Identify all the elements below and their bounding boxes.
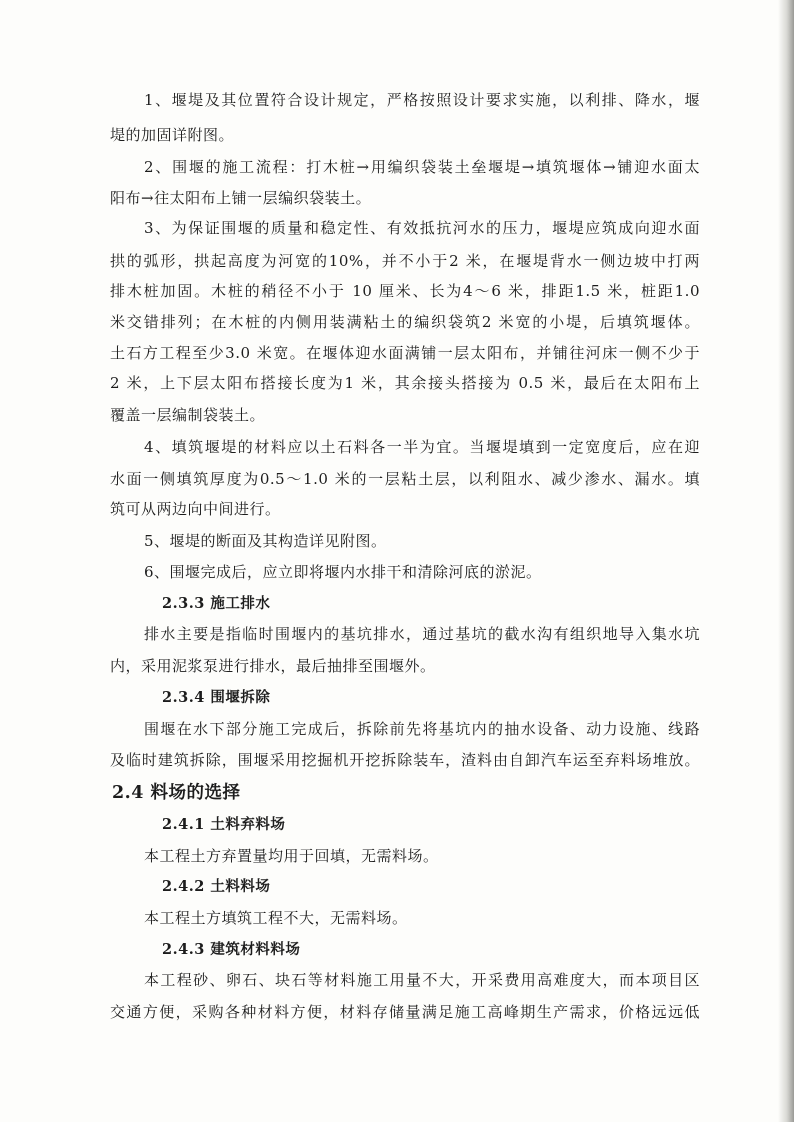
text-line: 筑可从两边向中间进行。 — [110, 500, 281, 518]
text-line: 排水主要是指临时围堰内的基坑排水，通过基坑的截水沟有组织地导入集水坑 — [144, 625, 700, 643]
text-line: 堤的加固详附图。 — [110, 126, 235, 144]
text-line: 6、围堰完成后，应立即将堰内水排干和清除河底的淤泥。 — [144, 563, 542, 581]
text-line: 围堰在水下部分施工完成后，拆除前先将基坑内的抽水设备、动力设施、线路 — [144, 720, 700, 738]
text-line: 4、填筑堰堤的材料应以土石料各一半为宜。当堰堤填到一定宽度后，应在迎 — [144, 438, 700, 456]
subsection-heading: 2.3.3 施工排水 — [162, 595, 271, 612]
text-line: 米交错排列；在木桩的内侧用装满粘土的编织袋筑2 米宽的小堤，后填筑堰体。 — [110, 313, 700, 331]
text-line: 阳布→往太阳布上铺一层编织袋装土。 — [110, 189, 372, 207]
text-line: 本工程砂、卵石、块石等材料施工用量不大，开采费用高难度大，而本项目区 — [144, 971, 700, 989]
text-line: 排木桩加固。木桩的稍径不小于 10 厘米、长为4～6 米，排距1.5 米，桩距1.0 — [110, 282, 700, 300]
text-line: 拱的弧形，拱起高度为河宽的10%，并不小于2 米，在堰堤背水一侧边坡中打两 — [110, 252, 700, 270]
subsection-heading: 2.4.1 土料弃料场 — [162, 816, 286, 833]
text-line: 土石方工程至少3.0 米宽。在堰体迎水面满铺一层太阳布，并铺往河床一侧不少于 — [110, 344, 700, 362]
section-heading: 2.4 料场的选择 — [112, 783, 241, 803]
text-line: 水面一侧填筑厚度为0.5～1.0 米的一层粘土层，以利阻水、减少渗水、漏水。填 — [110, 470, 700, 488]
text-line: 本工程土方弃置量均用于回填，无需料场。 — [144, 847, 439, 865]
text-line: 交通方便，采购各种材料方便，材料存储量满足施工高峰期生产需求，价格远远低 — [110, 1003, 700, 1021]
text-line: 覆盖一层编制袋装土。 — [110, 406, 266, 424]
text-line: 1、堰堤及其位置符合设计规定，严格按照设计要求实施，以利排、降水，堰 — [144, 91, 700, 109]
text-line: 及临时建筑拆除，围堰采用挖掘机开挖拆除装车，渣料由自卸汽车运至弃料场堆放。 — [110, 751, 700, 769]
text-line: 2、围堰的施工流程：打木桩→用编织袋装土垒堰堤→填筑堰体→铺迎水面太 — [144, 158, 700, 176]
subsection-heading: 2.4.2 土料料场 — [162, 878, 271, 895]
subsection-heading: 2.3.4 围堰拆除 — [162, 689, 271, 706]
text-line: 5、堰堤的断面及其构造详见附图。 — [144, 532, 387, 550]
text-line: 2 米，上下层太阳布搭接长度为1 米，其余接头搭接为 0.5 米，最后在太阳布上 — [110, 374, 700, 392]
subsection-heading: 2.4.3 建筑材料料场 — [162, 941, 301, 958]
text-line: 3、为保证围堰的质量和稳定性、有效抵抗河水的压力，堰堤应筑成向迎水面 — [144, 219, 700, 237]
page-edge-shadow — [778, 0, 794, 1122]
text-line: 内，采用泥浆泵进行排水，最后抽排至围堰外。 — [110, 657, 436, 675]
text-line: 本工程土方填筑工程不大，无需料场。 — [144, 909, 408, 927]
